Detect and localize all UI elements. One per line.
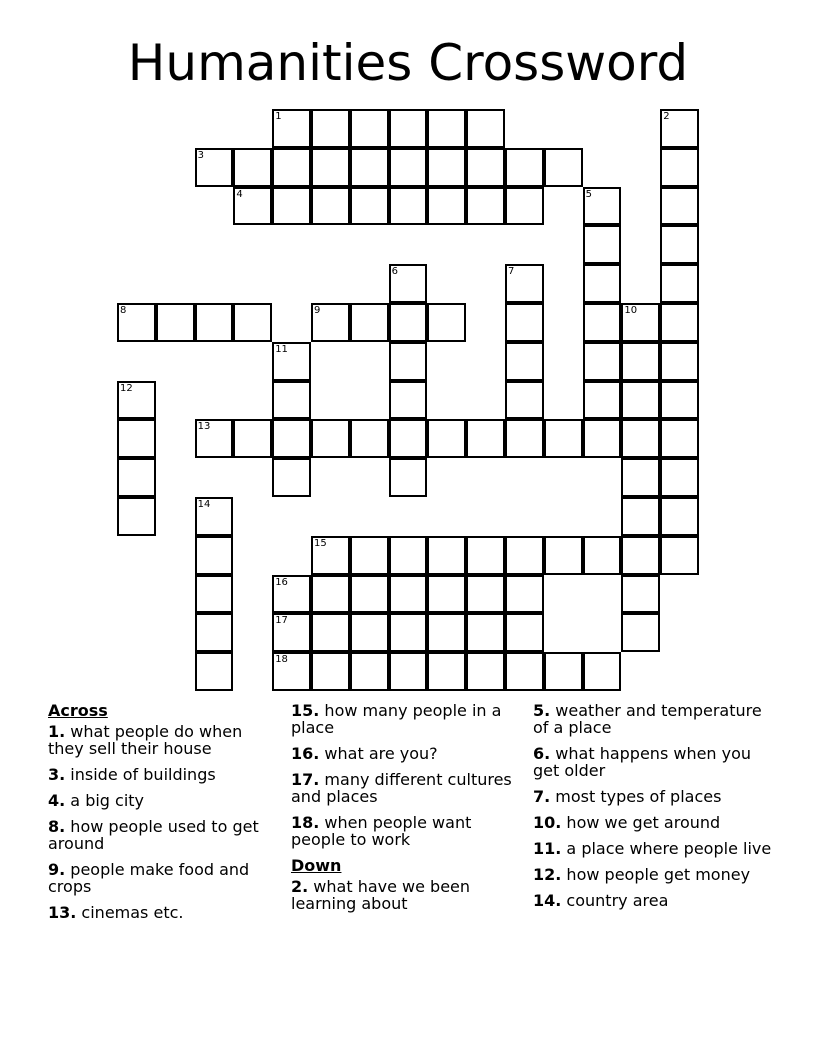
grid-cell[interactable] [427,419,466,458]
grid-cell[interactable] [389,264,428,303]
clue-item-number: 10. [533,813,562,832]
grid-cell[interactable] [583,225,622,264]
clue-item [48,723,278,757]
grid-cell[interactable] [389,381,428,420]
grid-cell[interactable] [466,652,505,691]
grid-cell[interactable] [583,536,622,575]
grid-cell[interactable] [505,536,544,575]
grid-cell[interactable] [660,109,699,148]
clue-item-text: most types of places [550,787,722,806]
grid-cell[interactable] [466,187,505,226]
grid-cell[interactable] [466,613,505,652]
grid-cell[interactable] [466,575,505,614]
grid-cell[interactable] [350,303,389,342]
grid-cell[interactable] [389,536,428,575]
grid-cell[interactable] [660,458,699,497]
grid-cell[interactable] [272,419,311,458]
grid-cell[interactable] [621,458,660,497]
grid-cell[interactable] [272,148,311,187]
clue-item-text: what people do when they sell their house [48,722,243,758]
grid-cell[interactable] [660,148,699,187]
grid-cell[interactable] [660,419,699,458]
grid-cell[interactable] [350,613,389,652]
grid-cell[interactable] [311,575,350,614]
grid-cell[interactable] [466,109,505,148]
clue-item-number: 4. [48,791,66,810]
grid-cell[interactable] [272,652,311,691]
grid-cell[interactable] [505,381,544,420]
clue-item-number: 11. [533,839,562,858]
grid-cell[interactable] [117,458,156,497]
grid-cell[interactable] [272,342,311,381]
clue-item-text: how people get money [561,865,751,884]
clue-item-text: a big city [65,791,145,810]
clue-number: 17 [275,615,288,627]
grid-cell[interactable] [350,109,389,148]
grid-cell[interactable] [660,536,699,575]
grid-cell[interactable] [427,652,466,691]
grid-cell[interactable] [389,575,428,614]
clue-item-number: 6. [533,744,551,763]
grid-cell[interactable] [660,497,699,536]
grid-cell[interactable] [505,613,544,652]
clue-number: 10 [624,305,638,316]
clue-column-3 [533,702,773,918]
grid-cell[interactable] [505,652,544,691]
grid-cell[interactable] [427,303,466,342]
grid-cell[interactable] [195,536,234,575]
grid-cell[interactable] [621,419,660,458]
grid-cell[interactable] [233,187,272,226]
grid-cell[interactable] [466,148,505,187]
grid-cell[interactable] [621,575,660,614]
clue-number: 15 [314,537,327,549]
clue-item [533,840,773,857]
grid-cell[interactable] [117,303,156,342]
grid-cell[interactable] [350,575,389,614]
grid-cell[interactable] [427,536,466,575]
grid-cell[interactable] [156,303,195,342]
clue-item-text: when people want people to work [291,813,472,849]
clue-number: 6 [391,266,398,278]
grid-cell[interactable] [311,109,350,148]
clue-item-text: weather and temperature of a place [533,701,762,737]
clue-item-number: 14. [533,891,562,910]
grid-cell[interactable] [505,187,544,226]
grid-cell[interactable] [621,536,660,575]
clue-item [533,866,773,883]
clue-item-text: cinemas etc. [76,903,184,922]
grid-cell[interactable] [544,536,583,575]
grid-cell[interactable] [311,613,350,652]
clue-number: 1 [275,111,282,122]
grid-cell[interactable] [233,148,272,187]
grid-cell[interactable] [660,225,699,264]
clue-item-number: 15. [291,701,320,720]
clue-item-number: 3. [48,765,66,784]
clue-column-1 [48,702,278,930]
grid-cell[interactable] [272,575,311,614]
clue-number: 18 [275,654,288,666]
grid-cell[interactable] [311,148,350,187]
grid-cell[interactable] [505,419,544,458]
grid-cell[interactable] [195,497,234,536]
grid-cell[interactable] [427,575,466,614]
clue-item-text: many different cultures and places [291,770,512,806]
grid-cell[interactable] [544,652,583,691]
grid-cell[interactable] [389,613,428,652]
clue-number: 14 [197,499,211,510]
grid-cell[interactable] [389,652,428,691]
grid-cell[interactable] [583,652,622,691]
clue-number: 5 [585,188,592,200]
clue-item-number: 2. [291,877,309,896]
grid-cell[interactable] [389,303,428,342]
grid-cell[interactable] [233,419,272,458]
grid-cell[interactable] [621,381,660,420]
grid-cell[interactable] [389,187,428,226]
grid-cell[interactable] [350,536,389,575]
grid-cell[interactable] [195,613,234,652]
grid-cell[interactable] [311,419,350,458]
grid-cell[interactable] [621,497,660,536]
clue-item-number: 5. [533,701,551,720]
clue-heading: Across [48,701,108,720]
clue-number: 13 [197,421,211,433]
grid-cell[interactable] [195,652,234,691]
grid-cell[interactable] [117,497,156,536]
grid-cell[interactable] [389,109,428,148]
clue-item [48,818,278,852]
grid-cell[interactable] [195,575,234,614]
clue-number: 16 [275,576,288,588]
clue-item-number: 12. [533,865,562,884]
clue-item [291,878,521,912]
clue-item-number: 13. [48,903,77,922]
grid-cell[interactable] [233,303,272,342]
grid-cell[interactable] [311,536,350,575]
clue-item [48,766,278,783]
grid-cell[interactable] [505,303,544,342]
clue-item [291,745,521,762]
grid-cell[interactable] [427,613,466,652]
clue-item-number: 7. [533,787,551,806]
grid-cell[interactable] [311,652,350,691]
grid-cell[interactable] [505,264,544,303]
grid-cell[interactable] [350,148,389,187]
clue-column-2 [291,702,521,921]
grid-cell[interactable] [350,652,389,691]
grid-cell[interactable] [350,187,389,226]
clue-item [291,702,521,736]
clue-item [48,861,278,895]
grid-cell[interactable] [272,187,311,226]
clue-item [48,792,278,809]
clue-item-text: how many people in a place [291,701,502,737]
clue-item-text: country area [561,891,669,910]
grid-cell[interactable] [272,458,311,497]
grid-cell[interactable] [583,264,622,303]
grid-cell[interactable] [505,148,544,187]
clue-number: 4 [236,188,243,200]
grid-cell[interactable] [583,342,622,381]
clue-item-text: how people used to get around [48,817,259,853]
grid-cell[interactable] [350,419,389,458]
grid-cell[interactable] [272,381,311,420]
grid-cell[interactable] [621,613,660,652]
clue-number: 12 [120,382,133,394]
grid-cell[interactable] [195,148,234,187]
clue-item-text: people make food and crops [48,860,250,896]
grid-cell[interactable] [272,109,311,148]
grid-cell[interactable] [117,381,156,420]
grid-cell[interactable] [544,419,583,458]
clue-item-number: 8. [48,817,66,836]
clue-item-text: what are you? [319,744,438,763]
grid-cell[interactable] [583,381,622,420]
clue-item [291,814,521,848]
clue-heading: Down [291,856,342,875]
clue-item-text: how we get around [561,813,721,832]
clue-item-text: what happens when you get older [533,744,752,780]
clue-item [533,702,773,736]
grid-cell[interactable] [272,613,311,652]
grid-cell[interactable] [311,303,350,342]
grid-cell[interactable] [660,264,699,303]
clue-number: 11 [275,343,288,355]
grid-cell[interactable] [621,342,660,381]
clue-number: 8 [120,305,127,316]
grid-cell[interactable] [427,187,466,226]
grid-cell[interactable] [660,187,699,226]
clue-item [533,814,773,831]
grid-cell[interactable] [427,109,466,148]
grid-cell[interactable] [389,419,428,458]
grid-cell[interactable] [311,187,350,226]
clue-item-text: inside of buildings [65,765,216,784]
clue-item [291,771,521,805]
clue-item-number: 9. [48,860,66,879]
clue-item-number: 17. [291,770,320,789]
grid-cell[interactable] [389,458,428,497]
grid-cell[interactable] [660,303,699,342]
grid-cell[interactable] [466,536,505,575]
clue-item [48,904,278,921]
grid-cell[interactable] [544,148,583,187]
clue-number: 2 [663,111,670,122]
grid-cell[interactable] [466,419,505,458]
clue-item-text: a place where people live [561,839,772,858]
grid-cell[interactable] [583,419,622,458]
clue-item-text: what have we been learning about [291,877,471,913]
clue-item-number: 1. [48,722,66,741]
grid-cell[interactable] [117,419,156,458]
grid-cell[interactable] [427,148,466,187]
grid-cell[interactable] [195,419,234,458]
grid-cell[interactable] [505,575,544,614]
grid-cell[interactable] [195,303,234,342]
clue-item [533,788,773,805]
grid-cell[interactable] [660,381,699,420]
grid-cell[interactable] [583,187,622,226]
clue-number: 3 [197,149,204,161]
clue-number: 9 [314,305,321,316]
grid-cell[interactable] [505,342,544,381]
clue-item [533,892,773,909]
clue-item-number: 16. [291,744,320,763]
grid-cell[interactable] [583,303,622,342]
clue-item [533,745,773,779]
grid-cell[interactable] [660,342,699,381]
grid-cell[interactable] [621,303,660,342]
page-title: Humanities Crossword [127,34,689,92]
clue-number: 7 [508,266,515,278]
grid-cell[interactable] [389,342,428,381]
clue-item-number: 18. [291,813,320,832]
grid-cell[interactable] [389,148,428,187]
